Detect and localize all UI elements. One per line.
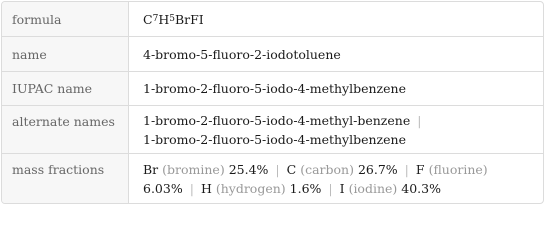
mass-separator: | [404,162,409,177]
name-value: 4-bromo-5-fluoro-2-iodotoluene [143,46,341,62]
formula-rest: BrFI [174,11,204,27]
mass-fraction-h: H (hydrogen) 1.6% [200,181,322,196]
mass-fractions-label-text: mass fractions [12,162,105,177]
alternate-names-label-text: alternate names [12,114,115,129]
mass-fractions-line-1 [143,160,535,179]
mass-fractions-label [2,154,129,204]
formula-label: formula [2,2,129,36]
formula-c: C [143,11,153,27]
iupac-row [2,72,543,106]
alternate-name-separator: | [417,113,422,128]
alternate-name-line-1 [143,111,535,130]
iupac-value: 1-bromo-2-fluoro-5-iodo-4-methylbenzene [143,81,406,96]
mass-fraction-f: F (fluorine) [415,162,488,177]
alternate-name-1: 1-bromo-2-fluoro-5-iodo-4-methyl-benzene [143,113,411,128]
mass-fraction-f-value: 6.03% [143,181,183,196]
mass-fractions-row [2,154,543,204]
alternate-names-row [2,106,543,154]
formula-row [2,2,543,37]
mass-fraction-c: C (carbon) 26.7% [286,162,398,177]
alternate-name-line-2 [143,130,535,149]
alternate-names-label [2,106,129,153]
mass-separator: | [328,181,333,196]
name-row [2,37,543,72]
alternate-name-2: 1-bromo-2-fluoro-5-iodo-4-methylbenzene [143,132,406,147]
properties-table [1,1,544,204]
name-label: name [2,37,129,71]
mass-separator: | [275,162,280,177]
mass-separator: | [189,181,194,196]
mass-fractions-line-2 [143,179,535,198]
mass-fraction-br: Br (bromine) 25.4% [143,162,269,177]
iupac-label: IUPAC name [2,72,129,105]
formula-h: H [158,11,170,27]
alternate-names-value [130,106,543,153]
formula-value: C 7 H 5 BrFI [143,11,204,27]
mass-fractions-value [130,154,543,204]
mass-fraction-i: I (iodine) 40.3% [339,181,441,196]
